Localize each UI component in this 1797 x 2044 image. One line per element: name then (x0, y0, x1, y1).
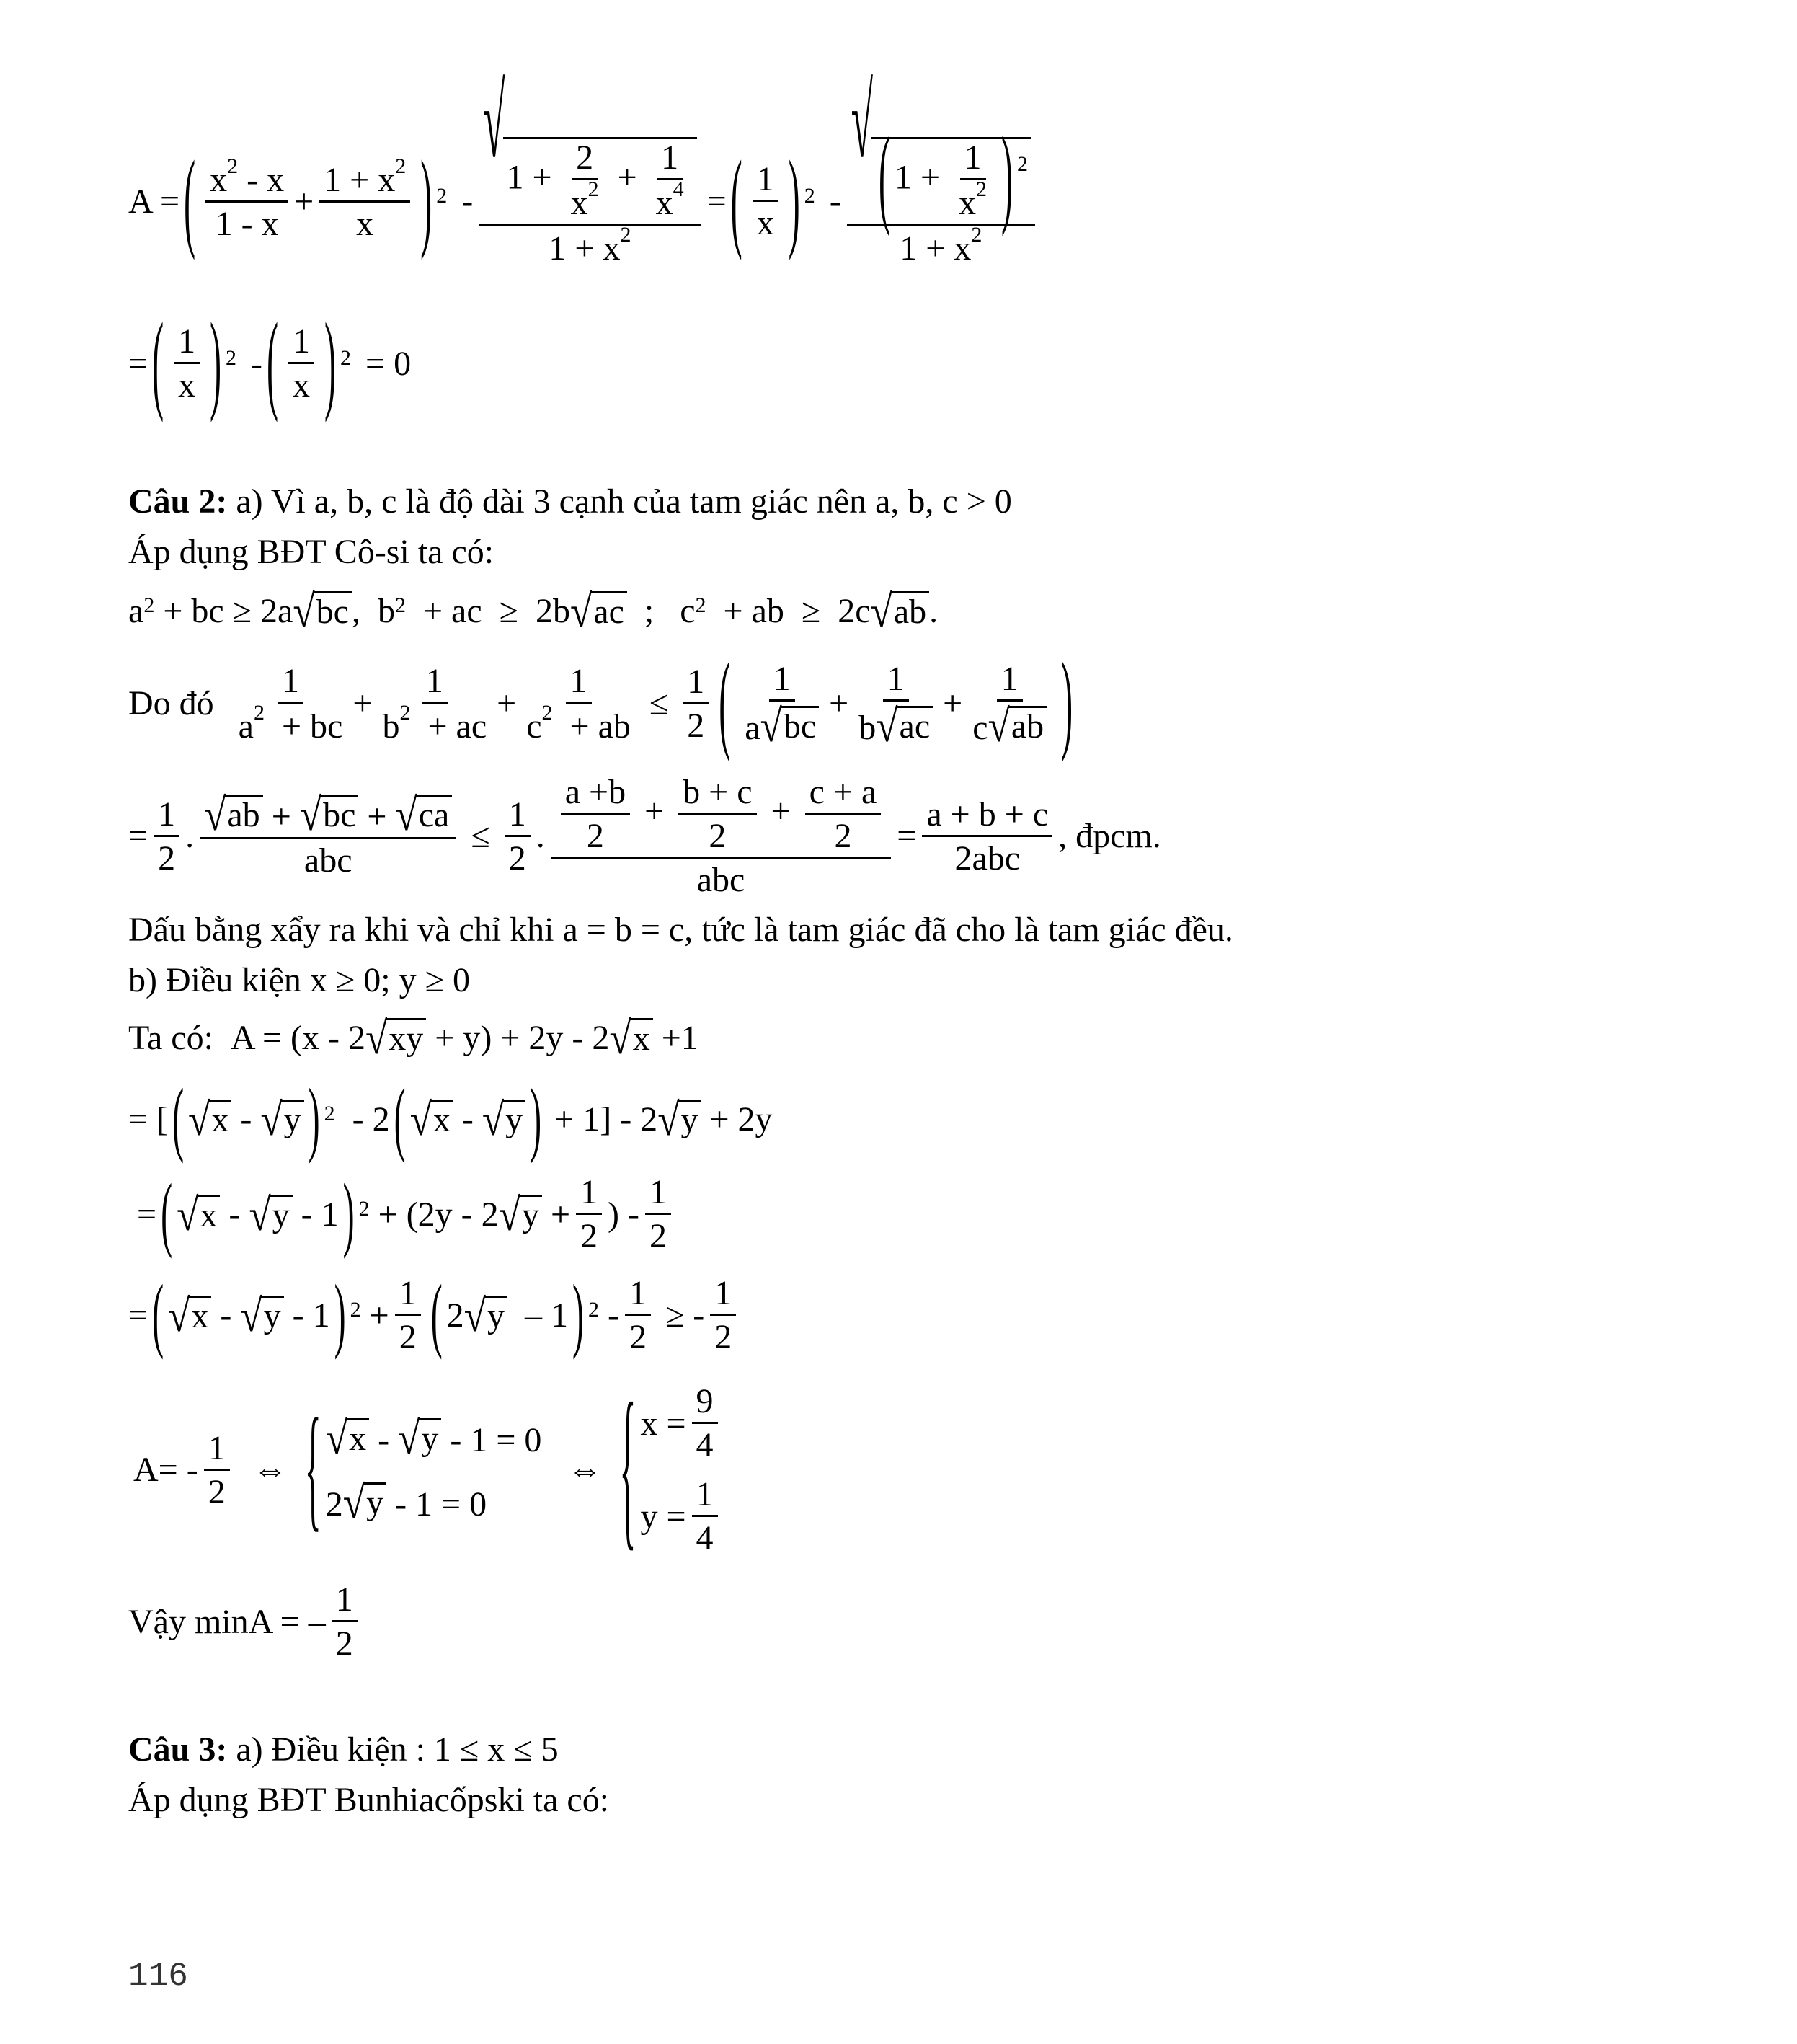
q2-apply-cosi: Áp dụng BĐT Cô-si ta có: (128, 533, 494, 571)
q2-cosi-inequalities: a $^2$ + bc ≥ 2a √ bc , b $^2$ + ac ≥ 2b √ ac ; c $^2$ + ab ≥ 2c √ ab . (128, 585, 939, 637)
q3-apply-bunhia: Áp dụng BĐT Bunhiacốpski ta có: (128, 1781, 610, 1819)
q3-line-a (128, 1730, 559, 1769)
q2-ta-co: Ta có: (128, 1018, 213, 1057)
q2-b-step1: = [ ( √ x - √ y ) $^2$ - 2 ( √ x - √ y ) + 1] - 2 √ y + 2y (128, 1072, 773, 1164)
q2-a-intro: a) Vì a, b, c là độ dài 3 cạnh của tam giác nên a, b, c > 0 (236, 482, 1012, 521)
q2-equality: Dấu bằng xẩy ra khi và chỉ khi a = b = c, tức là tam giác đã cho là tam giác đều. (128, 911, 1233, 949)
formula-a-line1: A = ( $\frac{x^2 - x}{1 - x}$ + $\frac{1 + x^2}{x}$ ) $^2$ - √ 1 + $\frac{2}{x^2}$ + $\frac{1}{x^4}$ $1 + x^2$ = ( $\frac{1}{x}$ ) $^2$ - √ ( 1 + $\frac{1}{x^2}$ ) $^2$ $1 + x^2$ (128, 137, 1041, 266)
q2-b-taco: Ta có: A = (x - 2 √ xy + y) + 2y - 2 √ x +1 (128, 1012, 698, 1063)
q2-chain-line: = $\frac{1}{2}$ . √ ab + √ bc + √ ca abc ≤ $\frac{1}{2}$ . $\frac{a +b}{2}$ + $\frac{b + c}{2}$ + $\frac{c + a}{2}$ abc = $\frac{a + b + c}{\text{2abc}}$ , đpcm. (128, 773, 1161, 899)
q2-do-do-line: Do đó $\frac{1}{a^2 + bc}$ + $\frac{1}{b^2 + ac}$ + $\frac{1}{c^2 + ab}$ ≤ $\frac{1}{2}$ ( 1 a √ bc + 1 b √ ac + 1 c √ ab ) (128, 641, 1073, 764)
q2-line-a (128, 482, 1012, 521)
q2-heading: Câu 2: (128, 482, 228, 521)
q2-b-step2: = ( √ x - √ y - 1 ) $^2$ + (2y - 2 √ y + $\frac{1}{2}$ ) - $\frac{1}{2}$ (137, 1175, 677, 1254)
q2-b-system: A= - $\frac{1}{2}$ ⇔ { √ x - √ y - 1 = 0 2 √ y - 1 = 0 ⇔ { x = $\frac{9}{4}$ y = $\frac{1}{4}$ (133, 1384, 724, 1556)
q2-b-condition: b) Điều kiện x ≥ 0; y ≥ 0 (128, 961, 470, 999)
q2-b-step3: = ( √ x - √ y - 1 ) $^2$ + $\frac{1}{2}$ ( 2 √ y – 1 ) $^2$ - $\frac{1}{2}$ ≥ - $\frac{1}{2}$ (128, 1276, 742, 1355)
q3-heading: Câu 3: (128, 1730, 228, 1769)
formula-a-label: A = (128, 182, 180, 221)
q2-vay: Vậy minA = (128, 1602, 300, 1641)
q3-a-condition: a) Điều kiện : 1 ≤ x ≤ 5 (236, 1730, 559, 1769)
q2-do-do: Do đó (128, 684, 214, 723)
q2-dpcm: , đpcm. (1058, 817, 1161, 855)
page-number: 116 (128, 1957, 188, 1995)
q2-b-conclusion: Vậy minA = – $\frac{1}{2}$ (128, 1583, 363, 1661)
formula-a-line2: = ( $\frac{1}{x}$ ) $^2$ - ( $\frac{1}{x}$ ) $^2$ = 0 (128, 301, 412, 424)
